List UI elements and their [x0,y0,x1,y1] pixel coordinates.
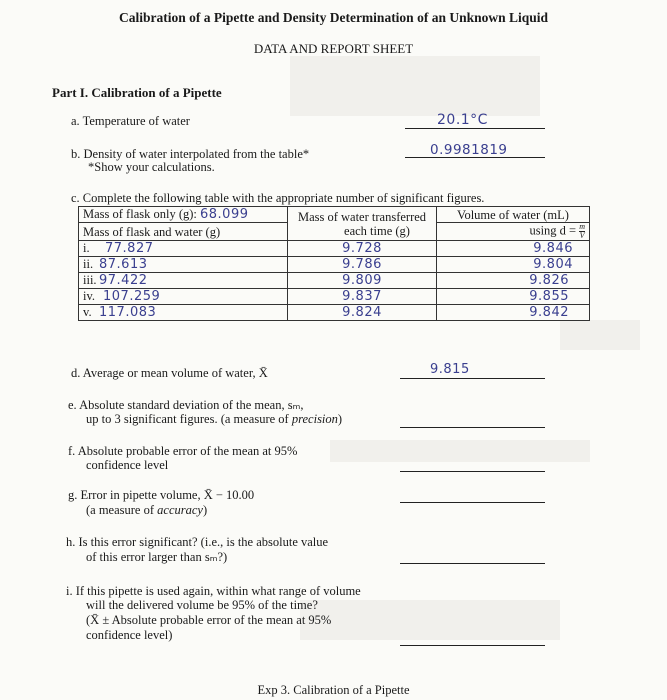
table-row [79,257,590,273]
bleed-through-shadow-mid [330,440,590,462]
probable-error-answer-line[interactable] [400,471,545,472]
item-i-line1: i. If this pipette is used again, within what range of volume [66,584,361,598]
item-i-line4: confidence level) [86,628,173,642]
water-mass-value: 9.786 [288,257,437,273]
volume-value: 9.826 [437,273,590,289]
std-dev-answer-line[interactable] [400,427,545,428]
water-mass-value: 9.728 [288,241,437,257]
volume-value: 9.846 [437,241,590,257]
table-row [79,241,590,257]
document-title: Calibration of a Pipette and Density Determination of an Unknown Liquid [118,10,549,25]
item-i-line2: will the delivered volume be 95% of the time? [86,598,318,612]
flask-water-value: 97.422 [99,273,148,288]
pipette-error-answer-line[interactable] [400,502,545,503]
row-number: ii. [83,257,94,271]
flask-only-cell [79,207,288,223]
item-d-label: d. Average or mean volume of water, X̄ [71,366,268,380]
row-number: v. [83,305,92,319]
item-f-line1: f. Absolute probable error of the mean at 95% [68,444,298,458]
volume-value: 9.855 [437,289,590,305]
flask-water-value: 117.083 [99,305,157,320]
col3-header-line2: using d = [529,223,577,238]
document-subtitle: DATA AND REPORT SHEET [253,41,414,56]
volume-value: 9.804 [437,257,590,273]
table-header-row [79,207,590,223]
mean-volume-value: 9.815 [430,362,470,377]
item-e-line2: up to 3 significant figures. (a measure of precision) [86,412,343,426]
item-b-label: b. Density of water interpolated from the table* [71,147,310,161]
item-h-line1: h. Is this error significant? (i.e., is the absolute value [66,535,329,549]
page-footer: Exp 3. Calibration of a Pipette [257,683,410,697]
row-number: iv. [83,289,96,303]
item-c-label: c. Complete the following table with the appropriate number of significant figures. [71,191,485,205]
flask-only-label: Mass of flask only (g): [83,207,197,221]
bleed-through-shadow-right [560,320,640,350]
col3-header-line1: Volume of water (mL) [457,207,569,222]
part-title: Part I. Calibration of a Pipette [52,85,222,100]
row-number: iii. [83,273,97,287]
density-formula: $\frac{m}{V}$ [579,222,585,240]
col2-header-line2: each time (g) [344,223,410,238]
col3-formula-cell [437,223,590,241]
bleed-through-shadow-low [300,600,560,640]
col-header-flask-water: Mass of flask and water (g) [79,223,288,241]
item-i-line3: (X̄ ± Absolute probable error of the mean at 95% [86,613,332,627]
temperature-answer-line [405,128,545,129]
table-row [79,273,590,289]
flask-water-value: 107.259 [103,289,161,304]
flask-water-value: 87.613 [99,257,148,272]
calibration-table [78,206,590,321]
col-header-water-mass [288,207,437,241]
row-number: i. [83,241,90,255]
water-mass-value: 9.837 [288,289,437,305]
flask-only-value: 68.099 [200,207,249,222]
significance-answer-line[interactable] [400,563,545,564]
item-h-line2: of this error larger than sₘ?) [86,550,228,564]
flask-water-value: 77.827 [105,241,154,256]
item-f-line2: confidence level [86,458,169,472]
density-value: 0.9981819 [430,142,508,158]
table-row [79,289,590,305]
col-header-volume [437,207,590,223]
water-mass-value: 9.809 [288,273,437,289]
mean-volume-answer-line [400,378,545,379]
col2-header-line1: Mass of water transferred [297,209,427,224]
item-g-line2: (a measure of accuracy) [86,503,208,517]
table-row [79,305,590,321]
item-a-label: a. Temperature of water [71,114,190,128]
volume-value: 9.842 [437,305,590,321]
temperature-value: 20.1°C [437,112,488,128]
item-b-note: *Show your calculations. [88,160,215,174]
water-mass-value: 9.824 [288,305,437,321]
bleed-through-shadow-top [290,56,540,116]
item-g-line1: g. Error in pipette volume, X̄ − 10.00 [68,488,255,502]
item-e-line1: e. Absolute standard deviation of the mean, sₘ, [68,398,304,412]
volume-range-answer-line[interactable] [400,645,545,646]
density-answer-line [405,157,545,158]
